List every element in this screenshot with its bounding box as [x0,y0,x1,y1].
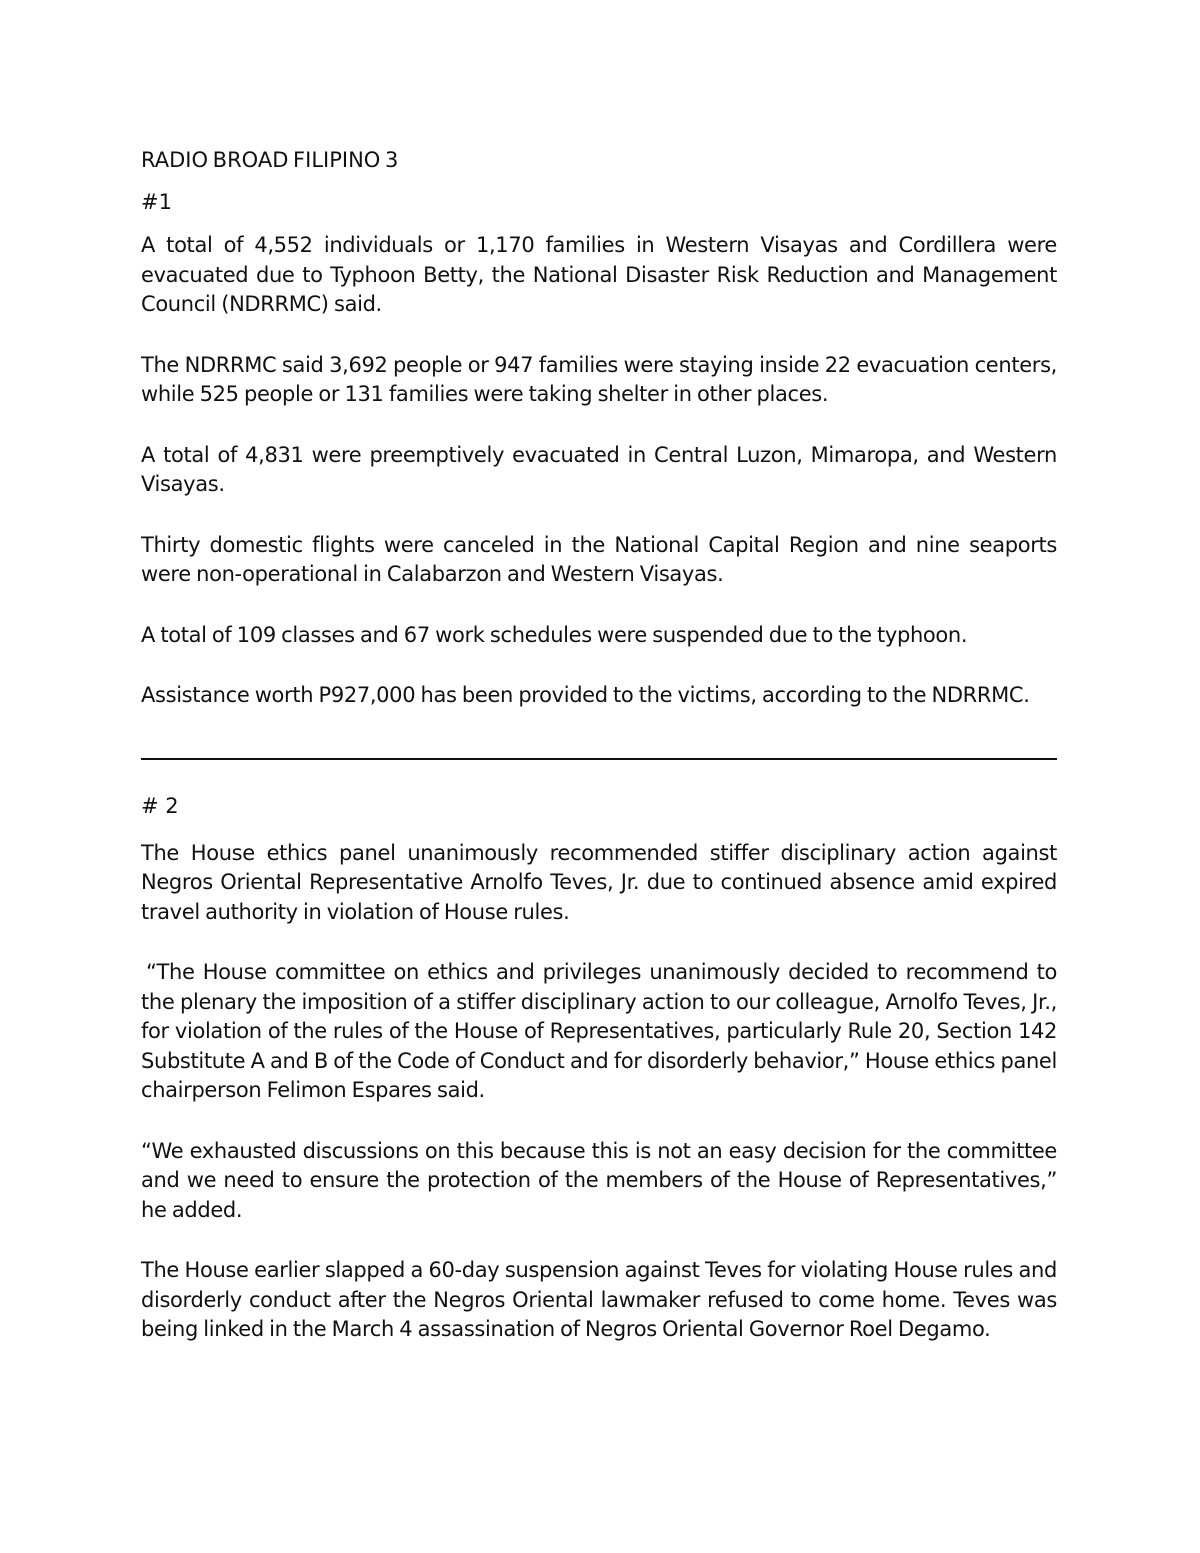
section-1-marker: #1 [141,190,172,214]
section-2-paragraph: “The House committee on ethics and privileges unanimously decided to recommend to the plenary the imposition of a stiffer disciplinary action to our colleague, Arnolfo Teves, Jr., for violation of the rules of the House of Representatives, particularly Rule 20, Section 142 Substitute A and B of the Code of Conduct and for disorderly behavior,” House ethics panel chairperson Felimon Espares said. [141,960,1057,1102]
section-1-paragraph: The NDRRMC said 3,692 people or 947 families were staying inside 22 evacuation centers, while 525 people or 131 families were taking shelter in other places. [141,352,1057,406]
document-page [141,146,1057,1376]
section-divider [141,758,1057,760]
document-title: RADIO BROAD FILIPINO 3 [141,148,399,172]
section-1-paragraph: Assistance worth P927,000 has been provided to the victims, according to the NDRRMC. [141,683,1030,707]
section-1-paragraph: A total of 4,552 individuals or 1,170 families in Western Visayas and Cordillera were evacuated due to Typhoon Betty, the National Disaster Risk Reduction and Management Council (NDRRMC) said. [141,233,1057,316]
section-2-paragraph: The House earlier slapped a 60-day suspension against Teves for violating House rules and disorderly conduct after the Negros Oriental lawmaker refused to come home. Teves was being linked in the March 4 assassination of Negros Oriental Governor Roel Degamo. [141,1258,1057,1341]
section-2-marker: # 2 [141,793,179,818]
section-1-paragraph: A total of 109 classes and 67 work schedules were suspended due to the typhoon. [141,622,968,647]
section-1-paragraph: A total of 4,831 were preemptively evacuated in Central Luzon, Mimaropa, and Western Visayas. [141,442,1057,496]
section-2-paragraph: The House ethics panel unanimously recommended stiffer disciplinary action against Negros Oriental Representative Arnolfo Teves, Jr. due to continued absence amid expired travel authority in violation of House rules. [141,840,1057,924]
section-2-paragraph: “We exhausted discussions on this because this is not an easy decision for the committee and we need to ensure the protection of the members of the House of Representatives,” he added. [141,1138,1057,1222]
section-1-paragraph: Thirty domestic flights were canceled in the National Capital Region and nine seaports were non-operational in Calabarzon and Western Visayas. [141,532,1057,586]
